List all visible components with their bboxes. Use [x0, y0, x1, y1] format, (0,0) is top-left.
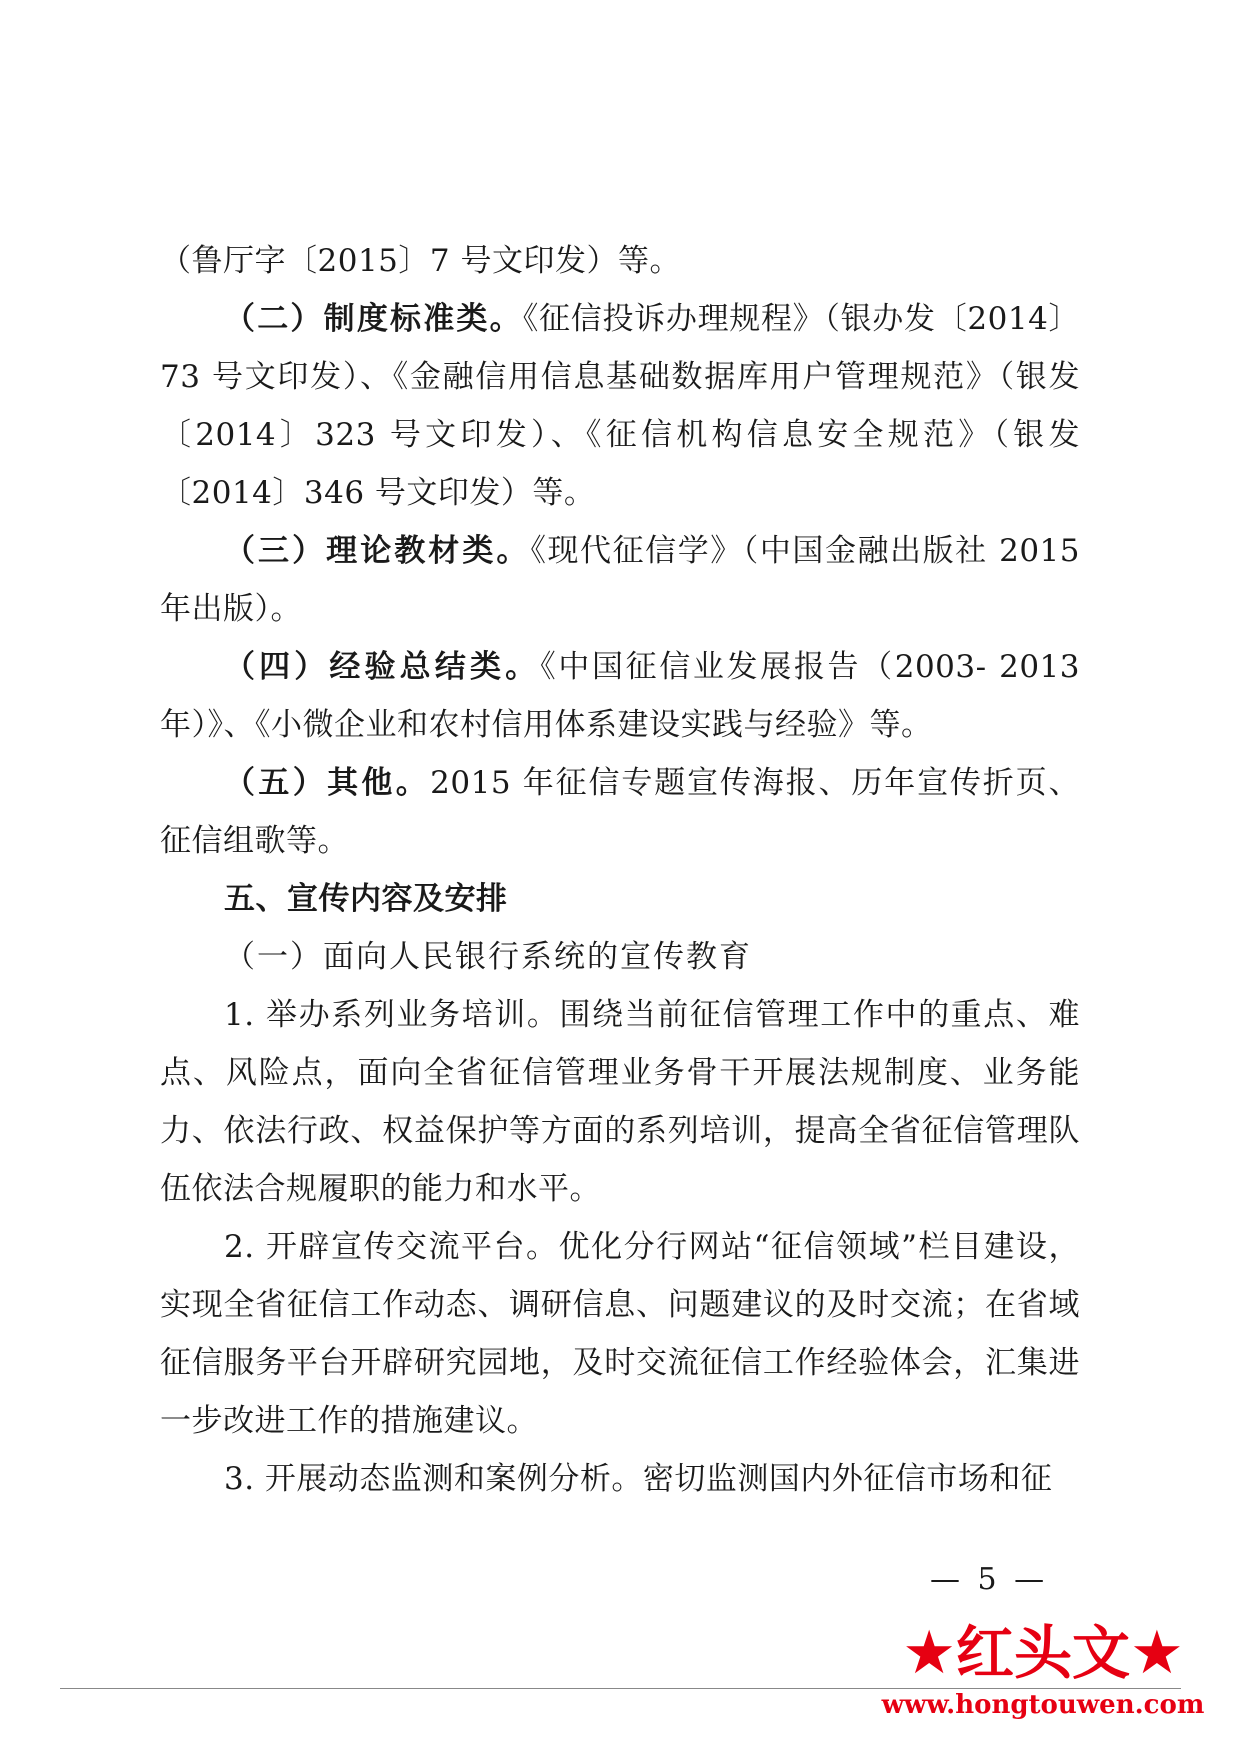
star-icon: ★ — [1130, 1618, 1184, 1688]
watermark-logo — [858, 1618, 1228, 1738]
paragraph-heading: （三）理论教材类。 — [224, 533, 531, 569]
paragraph-experience-summary — [160, 638, 1080, 754]
paragraph-theory-textbooks — [160, 522, 1080, 638]
watermark-title-row — [858, 1618, 1228, 1688]
document-body — [160, 232, 1080, 1508]
paragraph-heading: （二）制度标准类。 — [224, 301, 523, 337]
paragraph-heading: （五）其他。 — [224, 765, 431, 801]
paragraph-text: 《现代征信学》（中国金融出版社 2015 年出版）。 — [160, 533, 1080, 627]
paragraph-continuation — [160, 232, 1080, 290]
paragraph-text: 《征信投诉办理规程》（银办发〔2014〕73 号文印发）、《金融信用信息基础数据库用户管理规范》（银发〔2014〕323 号文印发）、《征信机构信息安全规范》（银发〔2014〕346 号文印发）等。 — [160, 301, 1080, 511]
paragraph-other — [160, 754, 1080, 870]
watermark-title: 红头文 — [955, 1619, 1130, 1687]
paragraph-text: （鲁厅字〔2015〕7 号文印发）等。 — [160, 243, 681, 279]
star-icon: ★ — [902, 1618, 956, 1688]
section-heading: 五、宣传内容及安排 — [224, 881, 508, 917]
paragraph-heading: （四）经验总结类。 — [224, 649, 541, 685]
page-number: — 5 — — [930, 1562, 1049, 1597]
watermark-url: www.hongtouwen.com — [881, 1690, 1205, 1720]
list-item: 1. 举办系列业务培训。围绕当前征信管理工作中的重点、难点、风险点，面向全省征信管理业务骨干开展法规制度、业务能力、依法行政、权益保护等方面的系列培训，提高全省征信管理队伍依法合规履职的能力和水平。 — [160, 997, 1080, 1207]
paragraph-text: 2015 年征信专题宣传海报、历年宣传折页、征信组歌等。 — [160, 765, 1080, 859]
paragraph-text: 《中国征信业发展报告（2003- 2013 年）》、《小微企业和农村信用体系建设实践与经验》等。 — [160, 649, 1080, 743]
list-item: 2. 开辟宣传交流平台。优化分行网站“征信领域”栏目建设，实现全省征信工作动态、调研信息、问题建议的及时交流；在省域征信服务平台开辟研究园地，及时交流征信工作经验体会，汇集进一步改进工作的措施建议。 — [160, 1229, 1080, 1439]
list-item: 3. 开展动态监测和案例分析。密切监测国内外征信市场和征 — [224, 1461, 1053, 1497]
paragraph-institutional-standards — [160, 290, 1080, 522]
subsection-heading: （一）面向人民银行系统的宣传教育 — [224, 939, 752, 975]
